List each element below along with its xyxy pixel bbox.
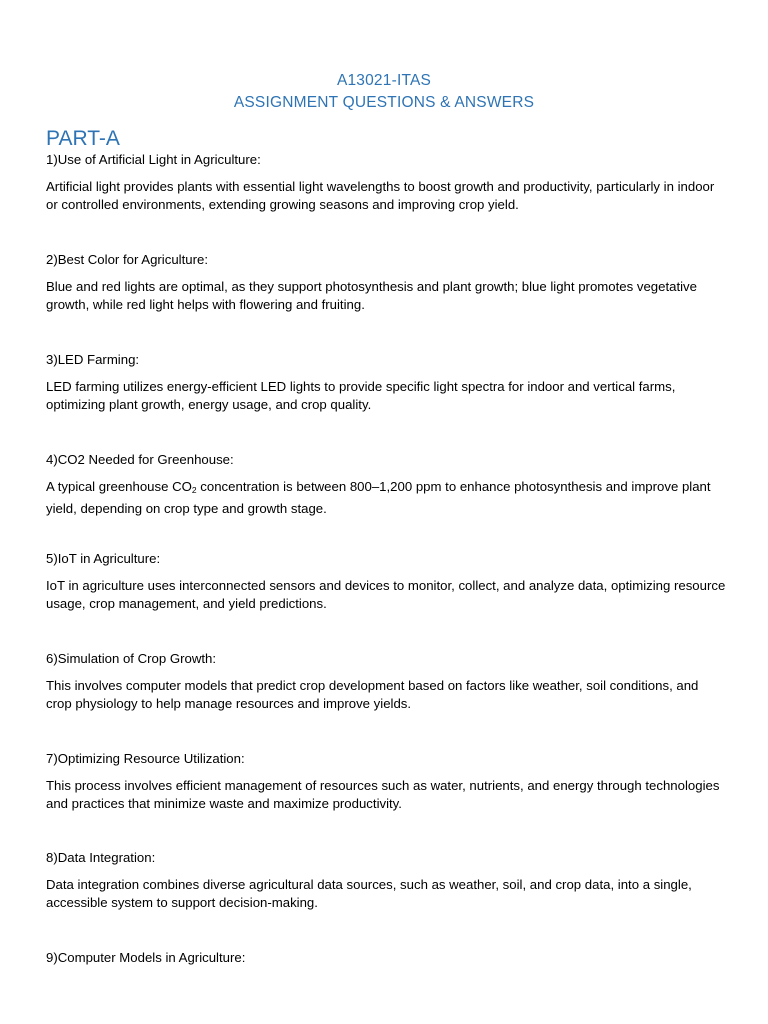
answer: This process involves efficient management of resources such as water, nutrients, and energy through technologies and practices that minimize waste and maximize productivity. bbox=[46, 778, 720, 811]
qa-item-1 bbox=[46, 151, 726, 213]
answer bbox=[46, 478, 726, 517]
document-title: ASSIGNMENT QUESTIONS & ANSWERS bbox=[233, 94, 535, 111]
qa-item-8 bbox=[46, 849, 726, 911]
section-heading: PART-A bbox=[46, 127, 120, 150]
qa-item-6 bbox=[46, 650, 726, 712]
qa-item-3 bbox=[46, 351, 726, 413]
question: 6)Simulation of Crop Growth: bbox=[46, 651, 217, 666]
question: 9)Computer Models in Agriculture: bbox=[46, 950, 246, 965]
qa-item-9 bbox=[46, 949, 726, 967]
answer-text-start: A typical greenhouse CO bbox=[46, 479, 192, 494]
question: 4)CO2 Needed for Greenhouse: bbox=[46, 452, 234, 467]
course-code: A13021-ITAS bbox=[336, 72, 432, 89]
answer: IoT in agriculture uses interconnected sensors and devices to monitor, collect, and analyze data, optimizing resource usage, crop management, and yield predictions. bbox=[46, 578, 726, 611]
question: 8)Data Integration: bbox=[46, 850, 156, 865]
document-header bbox=[0, 70, 768, 114]
qa-item-5 bbox=[46, 550, 726, 612]
answer: Artificial light provides plants with essential light wavelengths to boost growth and productivity, particularly in indoor or controlled environments, extending growing seasons and improving crop yield. bbox=[46, 179, 715, 212]
answer: LED farming utilizes energy-efficient LED lights to provide specific light spectra for indoor and vertical farms, optimizing plant growth, energy usage, and crop quality. bbox=[46, 379, 676, 412]
question: 5)IoT in Agriculture: bbox=[46, 551, 161, 566]
answer: Data integration combines diverse agricultural data sources, such as weather, soil, and crop data, into a single, accessible system to support decision-making. bbox=[46, 877, 692, 910]
answer-text-end: concentration is between 800–1,200 ppm to enhance photosynthesis and improve plant yield, depending on crop type and growth stage. bbox=[46, 479, 711, 516]
question: 3)LED Farming: bbox=[46, 352, 140, 367]
question: 2)Best Color for Agriculture: bbox=[46, 252, 208, 267]
qa-item-7 bbox=[46, 750, 726, 812]
answer: This involves computer models that predict crop development based on factors like weather, soil conditions, and crop physiology to help manage resources and improve yields. bbox=[46, 678, 699, 711]
question: 7)Optimizing Resource Utilization: bbox=[46, 751, 245, 766]
qa-item-2 bbox=[46, 251, 726, 313]
answer: Blue and red lights are optimal, as they support photosynthesis and plant growth; blue light promotes vegetative growth, while red light helps with flowering and fruiting. bbox=[46, 279, 697, 312]
qa-item-4 bbox=[46, 451, 726, 517]
question: 1)Use of Artificial Light in Agriculture: bbox=[46, 152, 261, 167]
subscript-2: 2 bbox=[191, 485, 197, 495]
